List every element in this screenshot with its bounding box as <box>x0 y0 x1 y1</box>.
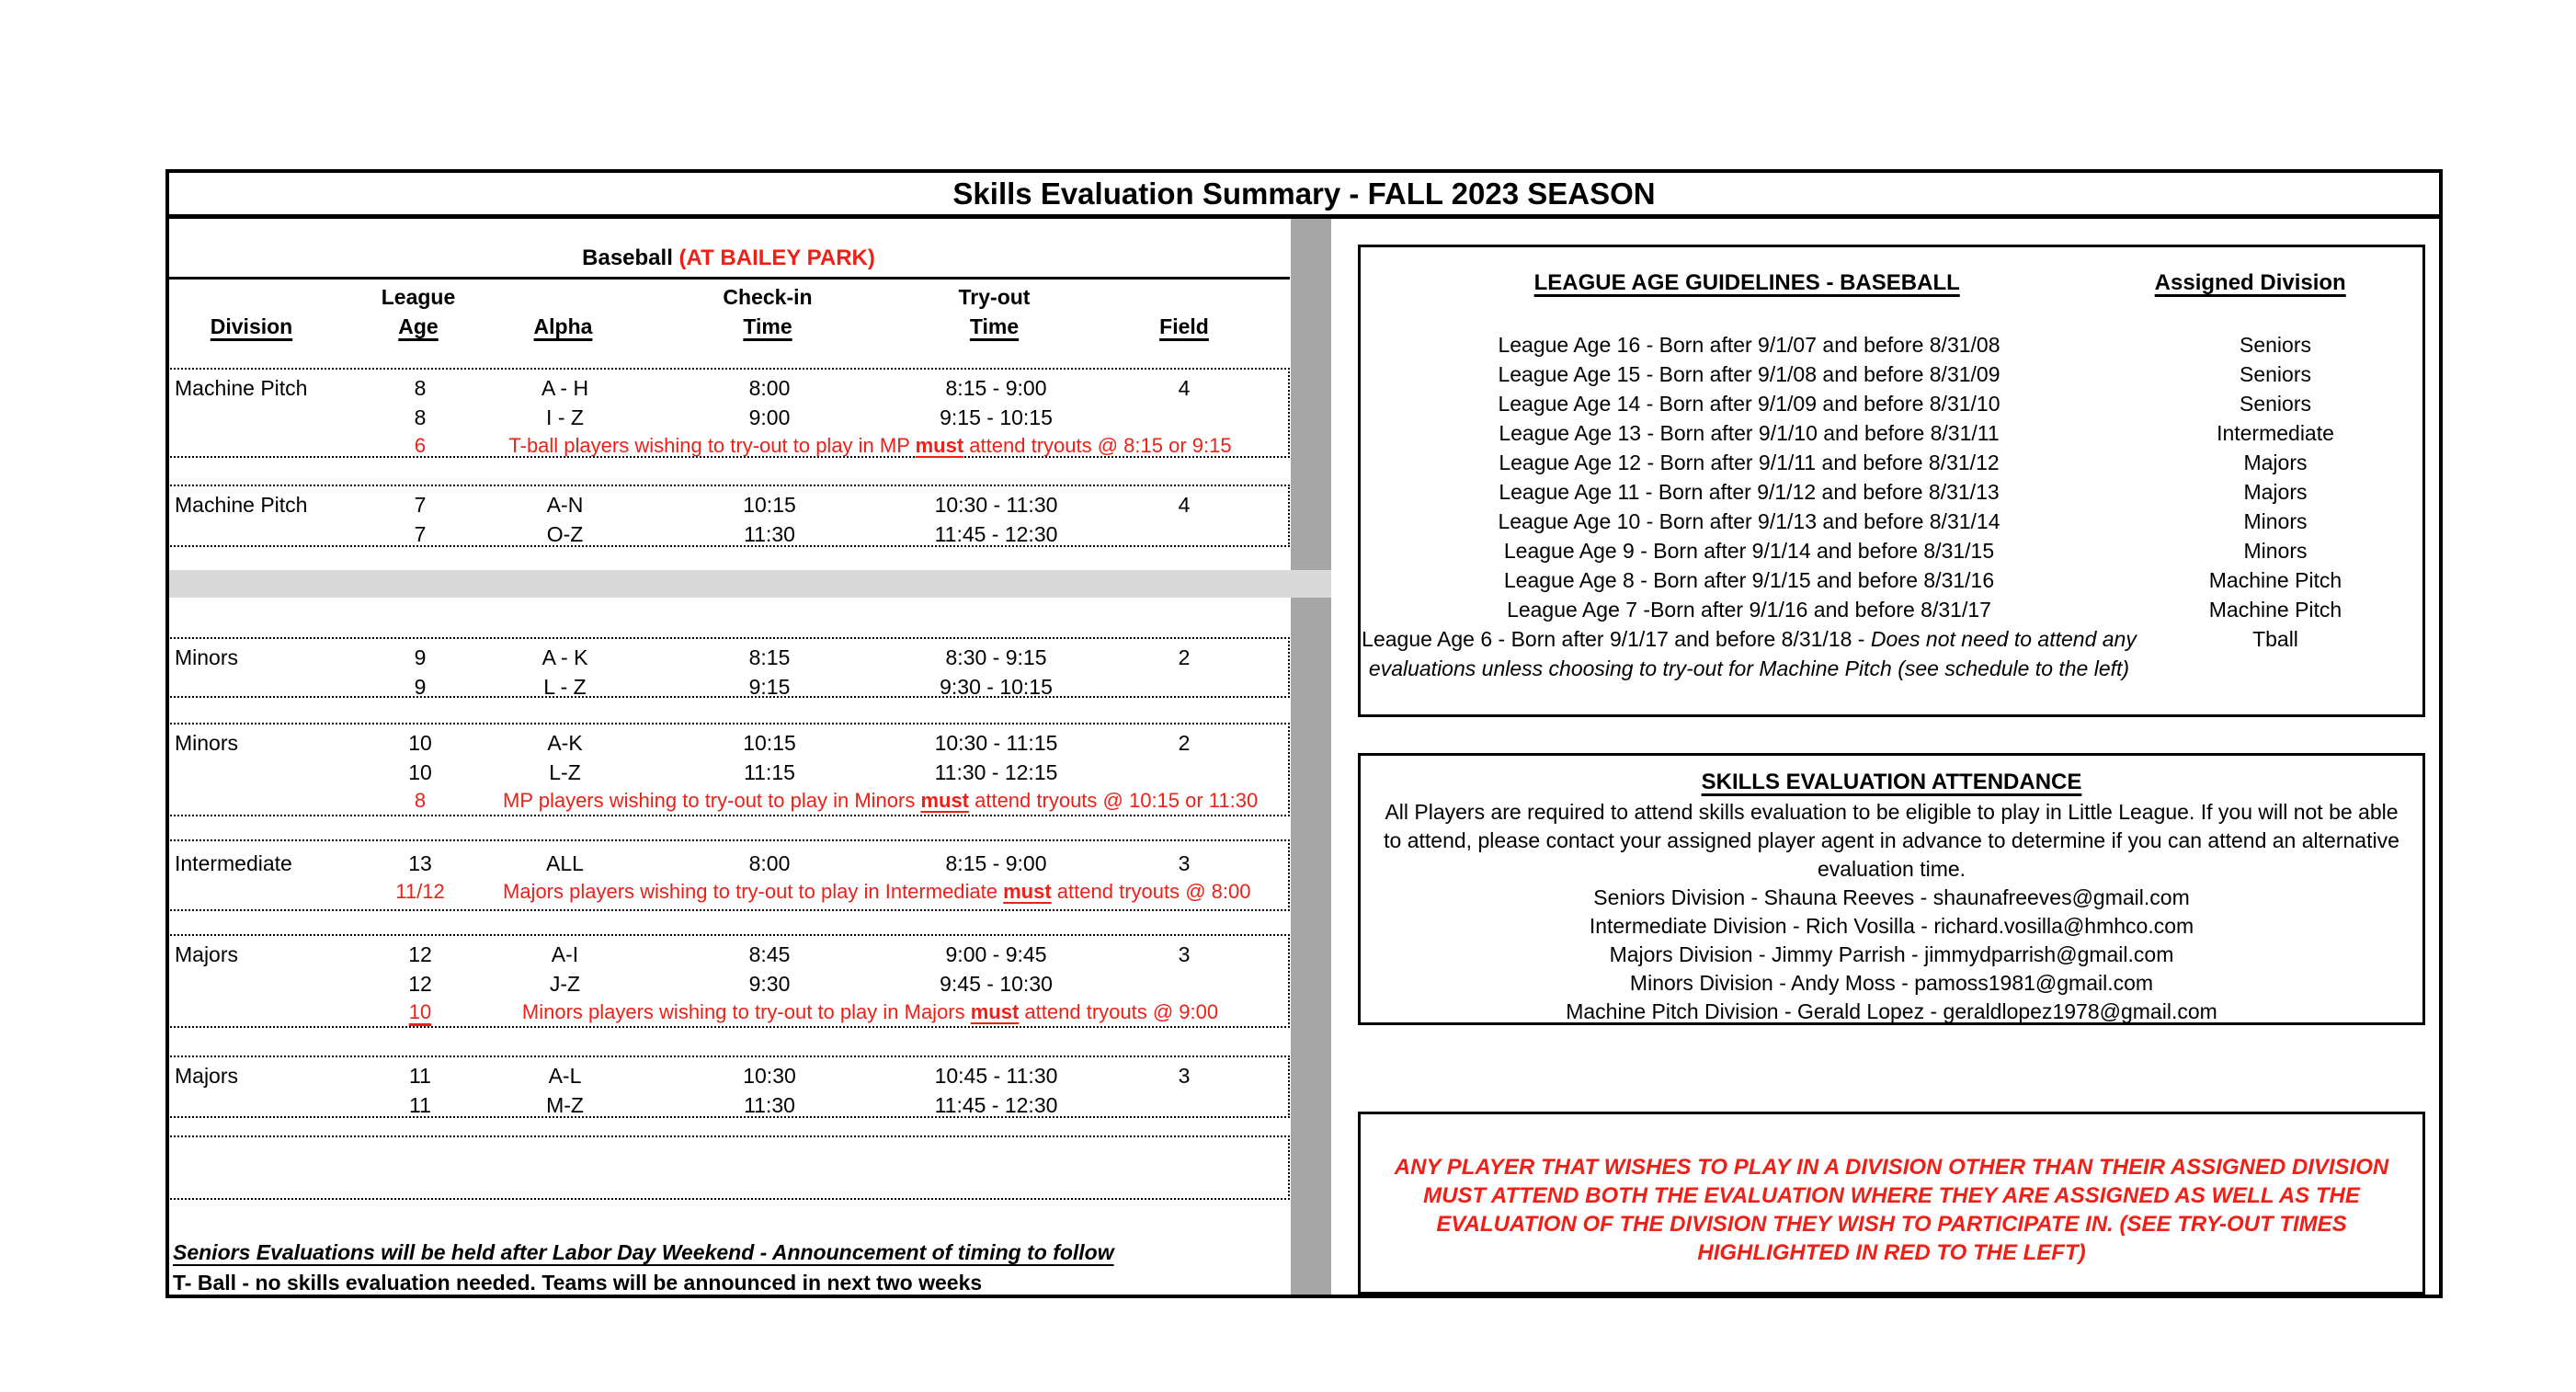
guideline-row-age-6: League Age 6 - Born after 9/1/17 and before 8/31/18 - Does not need to attend any evaluations unless choosing to try-out for Machine Pitch (see schedule to the left) Tball <box>1361 624 2422 683</box>
col-header-tryout-time: Time <box>969 314 1020 338</box>
field-cell: 2 <box>1178 645 1191 669</box>
field-cell: 4 <box>1178 493 1191 517</box>
age-cell: 12 <box>408 942 432 966</box>
cross-division-warning-box <box>1358 1112 2425 1295</box>
schedule-block-machine-pitch-8 <box>167 368 1290 458</box>
checkin-cell: 9:30 <box>748 972 791 996</box>
schedule-block-majors-12 <box>167 934 1290 1028</box>
skills-evaluation-attendance-box <box>1358 753 2425 1025</box>
col-spacer <box>1078 282 1290 312</box>
alpha-cell: O-Z <box>546 522 584 546</box>
table-row <box>169 849 1288 878</box>
tryout-cell: 9:30 - 10:15 <box>940 675 1053 699</box>
table-row <box>169 643 1288 672</box>
header-rule <box>167 277 1290 280</box>
guideline-row: League Age 14 - Born after 9/1/09 and before 8/31/10 Seniors <box>1498 392 2311 416</box>
age-cell: 7 <box>414 522 427 546</box>
field-cell: 2 <box>1178 731 1191 755</box>
guideline-row: League Age 9 - Born after 9/1/14 and before 8/31/15 Minors <box>1503 539 2308 563</box>
age-6-description: League Age 6 - Born after 9/1/17 and before 8/31/18 - Does not need to attend any evaluations unless choosing to try-out for Machine Pitch (see schedule to the left) <box>1362 627 2137 680</box>
alpha-cell: A - H <box>541 376 589 400</box>
note-age-cell: 8 <box>414 789 427 812</box>
division-cell: Majors <box>175 942 239 966</box>
division-cell: Minors <box>175 731 239 755</box>
alpha-cell: L - Z <box>543 675 587 699</box>
schedule-block-intermediate <box>167 839 1290 911</box>
table-row <box>169 1090 1288 1120</box>
tryout-cell: 8:15 - 9:00 <box>945 851 1047 875</box>
baseball-section-header <box>167 245 1290 272</box>
division-cell: Majors <box>175 1064 239 1088</box>
assigned-division-header: Assigned Division <box>2154 270 2346 295</box>
empty-schedule-block <box>167 1135 1290 1200</box>
schedule-block-minors-9 <box>167 637 1290 698</box>
age-cell: 9 <box>414 645 427 669</box>
warning-text: ANY PLAYER THAT WISHES TO PLAY IN A DIVISION OTHER THAN THEIR ASSIGNED DIVISION MUST ATTEND BOTH THE EVALUATION WHERE THEY ARE ASSIGNED AS WELL AS THE EVALUATION OF THE DIVISION THEY WISH TO PARTICIPATE IN. (SEE TRY-OUT TIMES HIGHLIGHTED IN RED TO THE LEFT) <box>1394 1155 2389 1265</box>
checkin-cell: 8:00 <box>748 851 791 875</box>
tball-evaluation-note: T- Ball - no skills evaluation needed. Teams will be announced in next two weeks <box>173 1271 983 1295</box>
table-row <box>169 728 1288 758</box>
tryout-cell: 10:30 - 11:30 <box>934 493 1058 517</box>
tryout-cell: 9:00 - 9:45 <box>945 942 1047 966</box>
schedule-block-majors-11 <box>167 1055 1290 1118</box>
guideline-row: League Age 7 -Born after 9/1/16 and before 8/31/17 Machine Pitch <box>1507 598 2342 622</box>
checkin-cell: 10:30 <box>743 1064 796 1088</box>
alpha-cell: J-Z <box>549 972 581 996</box>
table-row <box>169 672 1288 702</box>
checkin-cell: 8:15 <box>748 645 791 669</box>
must-emphasis: must <box>1003 880 1052 903</box>
table-row <box>169 490 1288 519</box>
field-cell: 3 <box>1178 1064 1191 1088</box>
col-header-age: Age <box>398 314 439 338</box>
col-header-checkin: Check-in <box>723 285 813 309</box>
col-spacer <box>167 282 336 312</box>
checkin-cell: 8:00 <box>748 376 791 400</box>
division-cell: Intermediate <box>175 851 292 875</box>
attendance-body: All Players are required to attend skills evaluation to be eligible to play in Little League. If you will not be able to attend, please contact your assigned player agent in advance to determine if you can attend an alternative evaluation time. <box>1384 800 2399 881</box>
checkin-cell: 10:15 <box>743 731 796 755</box>
tryout-cell: 11:30 - 12:15 <box>934 760 1058 784</box>
age-cell: 8 <box>414 376 427 400</box>
vertical-divider-strip <box>1291 219 1331 1295</box>
guideline-row: League Age 16 - Born after 9/1/07 and before 8/31/08 Seniors <box>1498 333 2311 357</box>
table-row <box>169 373 1288 403</box>
table-row <box>169 1061 1288 1090</box>
col-header-checkin-time: Time <box>743 314 792 338</box>
guideline-row: League Age 12 - Born after 9/1/11 and before 8/31/12 Majors <box>1499 451 2308 474</box>
horizontal-spacer-band <box>169 570 1331 598</box>
table-row <box>169 969 1288 998</box>
note-text: MP players wishing to try-out to play in Minors must attend tryouts @ 10:15 or 11:30 <box>503 789 1259 812</box>
age-cell: 10 <box>408 731 432 755</box>
alpha-cell: A-L <box>548 1064 582 1088</box>
col-header-field: Field <box>1159 314 1209 338</box>
tryout-cell: 9:45 - 10:30 <box>940 972 1053 996</box>
contact-seniors: Seniors Division - Shauna Reeves - shaunafreeves@gmail.com <box>1593 885 2190 909</box>
age-cell: 10 <box>408 760 432 784</box>
table-row <box>169 758 1288 787</box>
table-row <box>169 519 1288 549</box>
contact-machine-pitch: Machine Pitch Division - Gerald Lopez - geraldlopez1978@gmail.com <box>1566 999 2217 1023</box>
guidelines-header-row <box>1361 269 2422 297</box>
age-cell: 11 <box>409 1093 431 1117</box>
schedule-block-machine-pitch-7 <box>167 485 1290 547</box>
col-header-league: League <box>381 285 456 309</box>
checkin-cell: 9:00 <box>748 405 791 429</box>
age-cell: 12 <box>408 972 432 996</box>
alpha-cell: A-N <box>546 493 584 517</box>
col-spacer <box>501 282 625 312</box>
league-age-guidelines-box <box>1358 245 2425 717</box>
alpha-cell: A-K <box>547 731 583 755</box>
tryout-cell: 8:15 - 9:00 <box>945 376 1047 400</box>
seniors-evaluation-note: Seniors Evaluations will be held after Labor Day Weekend - Announcement of timing to follow <box>173 1240 1114 1264</box>
checkin-cell: 11:30 <box>744 522 795 546</box>
tryout-cell: 10:30 - 11:15 <box>934 731 1058 755</box>
tryout-cell: 11:45 - 12:30 <box>934 1093 1058 1117</box>
alpha-cell: L-Z <box>549 760 581 784</box>
age-cell: 11 <box>409 1064 431 1088</box>
tryout-cell: 8:30 - 9:15 <box>945 645 1047 669</box>
division-cell: Machine Pitch <box>175 376 308 400</box>
checkin-cell: 11:15 <box>744 760 795 784</box>
tryout-note-row <box>169 878 1288 906</box>
checkin-cell: 11:30 <box>744 1093 795 1117</box>
must-emphasis: must <box>970 1000 1020 1023</box>
age-cell: 8 <box>414 405 427 429</box>
attendance-title: SKILLS EVALUATION ATTENDANCE <box>1701 770 2082 794</box>
alpha-cell: M-Z <box>546 1093 584 1117</box>
tryout-note-row <box>169 998 1288 1026</box>
alpha-cell: A - K <box>541 645 588 669</box>
guidelines-rows <box>1361 330 2422 683</box>
tryout-cell: 9:15 - 10:15 <box>940 405 1053 429</box>
division-cell: Minors <box>175 645 239 669</box>
location-label: (AT BAILEY PARK) <box>678 245 875 270</box>
guideline-row: League Age 15 - Born after 9/1/08 and before 8/31/09 Seniors <box>1498 362 2311 386</box>
checkin-cell: 8:45 <box>748 942 791 966</box>
alpha-cell: ALL <box>546 851 584 875</box>
age-cell: 7 <box>414 493 427 517</box>
schedule-block-minors-10 <box>167 723 1290 816</box>
baseball-label: Baseball <box>582 245 679 270</box>
page-title: Skills Evaluation Summary - FALL 2023 SEASON <box>952 177 1656 211</box>
division-cell: Machine Pitch <box>175 493 308 517</box>
must-emphasis: must <box>920 789 969 812</box>
tryout-cell: 11:45 - 12:30 <box>934 522 1058 546</box>
age-cell: 9 <box>414 675 427 699</box>
note-age-cell: 11/12 <box>395 880 445 903</box>
guideline-row: League Age 11 - Born after 9/1/12 and before 8/31/13 Majors <box>1499 480 2308 504</box>
col-header-tryout: Try-out <box>958 285 1031 309</box>
table-row <box>169 940 1288 969</box>
col-header-alpha: Alpha <box>533 314 593 338</box>
table-row <box>169 403 1288 432</box>
note-text: Majors players wishing to try-out to play in Intermediate must attend tryouts @ 8:00 <box>503 880 1251 903</box>
contact-minors: Minors Division - Andy Moss - pamoss1981@gmail.com <box>1629 971 2154 995</box>
col-header-division: Division <box>210 314 293 338</box>
must-emphasis: must <box>915 434 964 457</box>
field-cell: 3 <box>1178 942 1191 966</box>
note-text: Minors players wishing to try-out to play in Majors must attend tryouts @ 9:00 <box>521 1000 1219 1023</box>
checkin-cell: 9:15 <box>748 675 791 699</box>
checkin-cell: 10:15 <box>743 493 796 517</box>
guideline-row: League Age 8 - Born after 9/1/15 and before 8/31/16 Machine Pitch <box>1503 568 2342 592</box>
note-age-cell: 6 <box>414 434 427 457</box>
alpha-cell: I - Z <box>546 405 584 429</box>
tryout-cell: 10:45 - 11:30 <box>934 1064 1058 1088</box>
column-header-row-2 <box>167 312 1290 341</box>
contact-intermediate: Intermediate Division - Rich Vosilla - richard.vosilla@hmhco.com <box>1589 914 2194 938</box>
guideline-row: League Age 10 - Born after 9/1/13 and before 8/31/14 Minors <box>1498 509 2308 533</box>
field-cell: 4 <box>1178 376 1191 400</box>
contact-majors: Majors Division - Jimmy Parrish - jimmydparrish@gmail.com <box>1609 942 2174 966</box>
guideline-row: League Age 13 - Born after 9/1/10 and before 8/31/11 Intermediate <box>1499 421 2334 445</box>
age-cell: 13 <box>408 851 432 875</box>
note-text: T-ball players wishing to try-out to play in MP must attend tryouts @ 8:15 or 9:15 <box>508 434 1232 457</box>
note-age-cell: 10 <box>408 1000 432 1023</box>
column-header-row-1 <box>167 282 1290 312</box>
alpha-cell: A-I <box>551 942 579 966</box>
tryout-note-row <box>169 787 1288 815</box>
tryout-note-row <box>169 432 1288 460</box>
guidelines-title: LEAGUE AGE GUIDELINES - BASEBALL <box>1533 270 1960 295</box>
field-cell: 3 <box>1178 851 1191 875</box>
